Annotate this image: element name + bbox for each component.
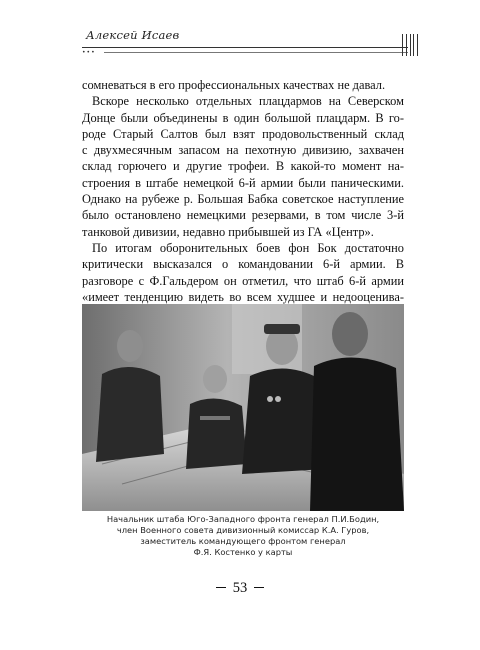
body-text	[82, 77, 404, 321]
caption-line: заместитель командующего фронтом генерал	[140, 536, 346, 546]
header-ornament	[400, 34, 424, 58]
caption-line: член Военного совета дивизионный комиссар К.А. Гуров,	[116, 525, 370, 535]
caption-line: Начальник штаба Юго-Западного фронта генерал П.И.Бодин,	[106, 514, 380, 524]
header-dots: •••	[82, 49, 96, 56]
text-line: строения в штабе немецкой 6-й армии были паническими.	[82, 175, 404, 190]
text-line: «имеет тенденцию видеть во всем худшее и недооценива-	[82, 289, 404, 304]
running-header	[82, 26, 418, 56]
text-line: с двухмесячным запасом на пехотную дивизию, захвачен	[82, 143, 404, 158]
text-line: Донце были объединены в один большой плацдарм. В го-	[82, 110, 404, 125]
text-line: роде Старый Салтов был взят продовольственный склад	[82, 126, 404, 141]
text-line: сомневаться в его профессиональных качествах не давал.	[82, 78, 386, 92]
text-line: склад горючего и другие трофеи. В какой-то момент на-	[82, 159, 404, 174]
text-line: было остановлено немецкими резервами, в том числе 3-й	[82, 208, 404, 223]
historical-photo	[82, 304, 404, 511]
caption-line: Ф.Я. Костенко у карты	[193, 547, 293, 557]
folio-dash-left	[216, 587, 226, 588]
folio-dash-right	[254, 587, 264, 588]
page-folio	[0, 580, 480, 597]
text-line: Вскоре несколько отдельных плацдармов на Северском	[92, 94, 404, 109]
photo-illustration	[82, 304, 404, 511]
text-line: Однако на рубеже р. Большая Бабка советское наступление	[82, 192, 404, 207]
text-line: разговоре с Ф.Гальдером он отметил, что штаб 6-й армии	[82, 273, 404, 288]
header-rule	[82, 47, 408, 48]
text-line: танковой дивизии, недавно прибывшей из ГА «Центр».	[82, 224, 374, 239]
photo-caption	[82, 514, 404, 558]
text-line: критически высказался о командовании 6-й армии. В	[82, 257, 404, 272]
text-line: По итогам оборонительных боев фон Бок достаточно	[92, 240, 404, 255]
page-number: 53	[232, 580, 248, 596]
header-rule-thin	[104, 52, 408, 53]
header-author: Алексей Исаев	[86, 28, 180, 42]
